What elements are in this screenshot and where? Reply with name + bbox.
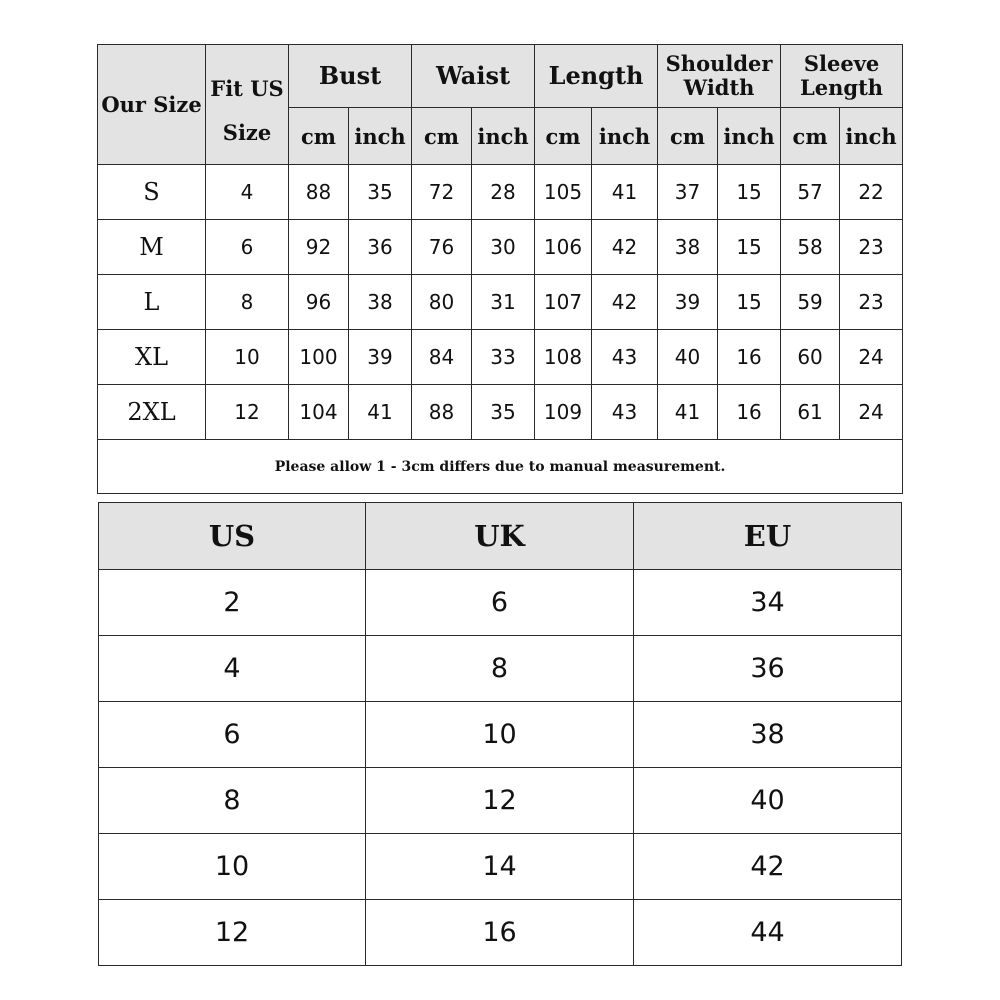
fit-us-cell: 4 (206, 165, 289, 220)
size-label-cell: 2XL (98, 385, 206, 440)
size-label-cell: L (98, 275, 206, 330)
measurement-cell: 76 (412, 220, 472, 275)
measurement-cell: 59 (781, 275, 840, 330)
unit-header: inch (472, 108, 535, 165)
measurement-cell: 41 (592, 165, 658, 220)
conversion-row (99, 768, 902, 834)
measurement-cell: 15 (718, 165, 781, 220)
length-header: Length (535, 45, 658, 108)
unit-header: inch (840, 108, 903, 165)
sleeve-header-line1: Sleeve (803, 51, 880, 76)
measurement-cell: 61 (781, 385, 840, 440)
conversion-row (99, 834, 902, 900)
measurement-cell: 72 (412, 165, 472, 220)
us-column-header: US (99, 503, 366, 570)
eu-size-cell: 34 (634, 570, 902, 636)
uk-size-cell: 14 (366, 834, 634, 900)
size-chart-body (98, 165, 903, 440)
measurement-cell: 15 (718, 275, 781, 330)
measurement-cell: 16 (718, 330, 781, 385)
measurement-cell: 92 (289, 220, 349, 275)
us-size-cell: 12 (99, 900, 366, 966)
note-row (98, 440, 903, 494)
measurement-cell: 15 (718, 220, 781, 275)
eu-size-cell: 36 (634, 636, 902, 702)
measurement-cell: 88 (289, 165, 349, 220)
fit-us-cell: 8 (206, 275, 289, 330)
uk-size-cell: 10 (366, 702, 634, 768)
measurement-cell: 42 (592, 275, 658, 330)
measurement-cell: 100 (289, 330, 349, 385)
measurement-cell: 30 (472, 220, 535, 275)
unit-header: inch (718, 108, 781, 165)
us-size-cell: 10 (99, 834, 366, 900)
measurement-cell: 88 (412, 385, 472, 440)
eu-size-cell: 42 (634, 834, 902, 900)
measurement-cell: 41 (349, 385, 412, 440)
measurement-cell: 105 (535, 165, 592, 220)
measurement-cell: 96 (289, 275, 349, 330)
measurement-cell: 22 (840, 165, 903, 220)
fit-us-cell: 10 (206, 330, 289, 385)
measurement-cell: 41 (658, 385, 718, 440)
shoulder-width-header (658, 45, 781, 108)
eu-size-cell: 38 (634, 702, 902, 768)
measurement-cell: 35 (472, 385, 535, 440)
unit-header: cm (535, 108, 592, 165)
size-row (98, 330, 903, 385)
measurement-cell: 60 (781, 330, 840, 385)
eu-size-cell: 40 (634, 768, 902, 834)
measurement-cell: 42 (592, 220, 658, 275)
conversion-row (99, 570, 902, 636)
measurement-cell: 16 (718, 385, 781, 440)
measurement-cell: 40 (658, 330, 718, 385)
uk-column-header: UK (366, 503, 634, 570)
conversion-header-row (99, 503, 902, 570)
measurement-cell: 43 (592, 385, 658, 440)
uk-size-cell: 12 (366, 768, 634, 834)
conversion-row (99, 636, 902, 702)
measurement-cell: 23 (840, 220, 903, 275)
measurement-cell: 36 (349, 220, 412, 275)
measurement-cell: 38 (658, 220, 718, 275)
conversion-row (99, 900, 902, 966)
us-size-cell: 4 (99, 636, 366, 702)
sleeve-length-header (781, 45, 903, 108)
measurement-cell: 33 (472, 330, 535, 385)
measurement-cell: 80 (412, 275, 472, 330)
size-conversion-table (98, 502, 902, 966)
size-row (98, 385, 903, 440)
conversion-body (99, 570, 902, 966)
us-size-cell: 8 (99, 768, 366, 834)
measurement-cell: 43 (592, 330, 658, 385)
eu-size-cell: 44 (634, 900, 902, 966)
size-chart-header-row (98, 45, 903, 108)
uk-size-cell: 8 (366, 636, 634, 702)
size-row (98, 275, 903, 330)
measurement-cell: 57 (781, 165, 840, 220)
unit-header: cm (781, 108, 840, 165)
uk-size-cell: 6 (366, 570, 634, 636)
bust-header: Bust (289, 45, 412, 108)
measurement-note: Please allow 1 - 3cm differs due to manual measurement. (98, 440, 903, 494)
shoulder-header-line1: Shoulder (665, 51, 773, 76)
fit-us-cell: 12 (206, 385, 289, 440)
unit-header: inch (349, 108, 412, 165)
measurement-cell: 106 (535, 220, 592, 275)
measurement-cell: 28 (472, 165, 535, 220)
size-row (98, 165, 903, 220)
measurement-cell: 23 (840, 275, 903, 330)
size-label-cell: S (98, 165, 206, 220)
our-size-header: Our Size (98, 45, 206, 165)
fit-us-header-line2: Size (222, 120, 272, 145)
waist-header: Waist (412, 45, 535, 108)
unit-header: cm (412, 108, 472, 165)
measurement-cell: 108 (535, 330, 592, 385)
uk-size-cell: 16 (366, 900, 634, 966)
fit-us-header-line1: Fit US (210, 76, 284, 101)
measurement-cell: 31 (472, 275, 535, 330)
conversion-row (99, 702, 902, 768)
measurement-cell: 24 (840, 330, 903, 385)
eu-column-header: EU (634, 503, 902, 570)
size-label-cell: M (98, 220, 206, 275)
us-size-cell: 6 (99, 702, 366, 768)
measurement-cell: 38 (349, 275, 412, 330)
measurement-cell: 58 (781, 220, 840, 275)
size-chart-table (97, 44, 903, 494)
measurement-cell: 35 (349, 165, 412, 220)
shoulder-header-line2: Width (683, 75, 755, 100)
fit-us-size-header (206, 45, 289, 165)
sleeve-header-line2: Length (800, 75, 884, 100)
unit-header: inch (592, 108, 658, 165)
measurement-cell: 104 (289, 385, 349, 440)
us-size-cell: 2 (99, 570, 366, 636)
size-label-cell: XL (98, 330, 206, 385)
measurement-cell: 24 (840, 385, 903, 440)
measurement-cell: 37 (658, 165, 718, 220)
measurement-cell: 107 (535, 275, 592, 330)
fit-us-cell: 6 (206, 220, 289, 275)
size-row (98, 220, 903, 275)
unit-header: cm (658, 108, 718, 165)
measurement-cell: 109 (535, 385, 592, 440)
measurement-cell: 39 (658, 275, 718, 330)
measurement-cell: 84 (412, 330, 472, 385)
measurement-cell: 39 (349, 330, 412, 385)
unit-header: cm (289, 108, 349, 165)
